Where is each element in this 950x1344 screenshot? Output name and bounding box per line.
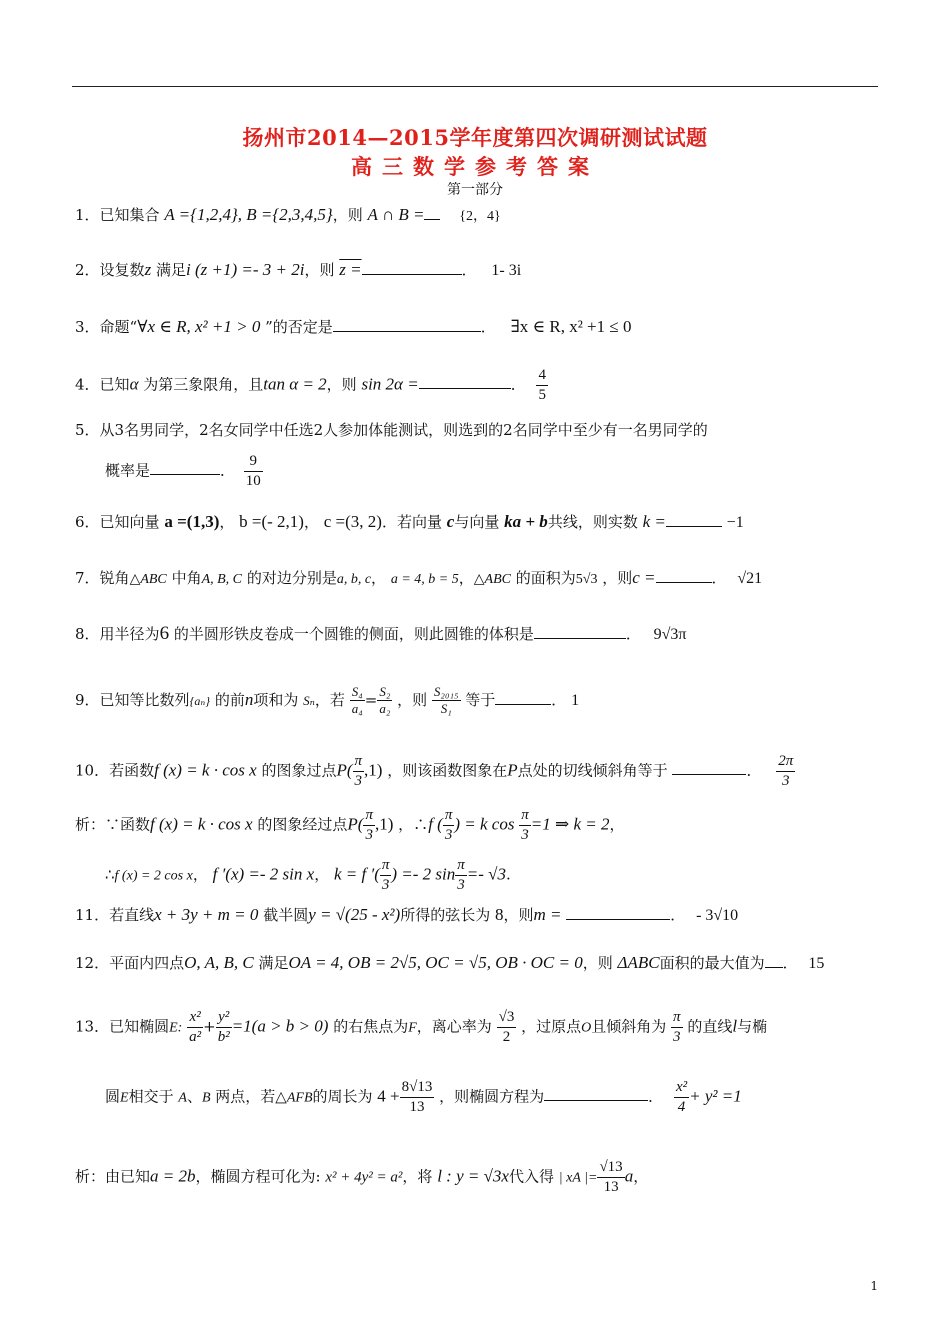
question-5-cont: 概率是 ． $\frac{9}{10}$ xyxy=(105,453,261,489)
answer-7: √21 xyxy=(737,570,763,587)
answer-2: 1- 3i xyxy=(491,262,522,279)
solution-10-cont: ∴f (x) = 2 cos x， f ′(x) =- 2 sin x， k = f ′( $\frac{\pi}{3}$ ) =- 2 sin $\frac{\pi}{3}$ =- √3. xyxy=(105,857,511,893)
question-13-cont: 圆E相交于 A、B 两点，若△AFB的周长为 4 + $\frac{8√13}{13}$ ，则椭圆方程为 ． $\frac{\text{x²}}{4}$ + y² =1 xyxy=(105,1079,742,1115)
answer-1: {2，4} xyxy=(459,209,501,224)
question-4: 4．已知α 为第三象限角，且tan α = 2，则 sin 2α = ． $\frac{4}{5}$ xyxy=(75,367,546,403)
question-2: 2．设复数z 满足i (z +1) =- 3 + 2i，则 z = ． 1- 3i xyxy=(75,260,522,279)
question-11: 11．若直线x + 3y + m = 0 截半圆y = √(25 - x²)所得的弦长为 8，则m = ． - 3√10 xyxy=(75,905,739,924)
answer-5: $\frac{9}{10}$ xyxy=(245,453,261,489)
question-7: 7．锐角△ABC 中角A, B, C 的对边分别是a, b, c， a = 4, b = 5，△ABC 的面积为5√3 ，则c = ． √21 xyxy=(75,568,763,587)
question-12: 12．平面内四点O, A, B, C 满足OA = 4, OB = 2√5, OC = √5, OB · OC = 0，则 ΔABC面积的最大值为 ． 15 xyxy=(75,953,825,972)
page-number: 1 xyxy=(870,1279,878,1293)
page-subtitle: 高三数学参考答案 xyxy=(351,154,599,179)
question-8: 8．用半径为6 的半圆形铁皮卷成一个圆锥的侧面，则此圆锥的体积是 ． 9√3π xyxy=(75,623,687,644)
section-label: 第一部分 xyxy=(447,182,503,198)
answer-10: $\frac{2\pi}{3}$ xyxy=(778,753,794,789)
question-13: 13．已知椭圆E: $\frac{\text{x²}}{\text{a²}}$ + $\frac{\text{y²}}{\text{b²}}$ =1(a > b > 0) 的右焦点为F，离心率为 $\frac{√3}{2}$ ，过原点O且倾斜角为 $\frac{\pi}{3}$ 的直线l与椭 xyxy=(75,1009,768,1045)
question-6: 6．已知向量 a =(1,3)， b =(- 2,1)， c =(3, 2)．若向量 c与向量 ka + b共线，则实数 k = −1 xyxy=(75,512,744,531)
answer-8: 9√3π xyxy=(653,626,687,643)
page-title: 扬州市2014—2015学年度第四次调研测试试题 xyxy=(242,125,708,150)
question-3: 3．命题“∀x ∈ R, x² +1 > 0 ”的否定是 ． ∃x ∈ R, x² +1 ≤ 0 xyxy=(75,317,632,336)
question-9: 9．已知等比数列{aₙ} 的前n项和为 Sₙ，若 $\frac{\text{S₄}}{\text{a₄}}$ = $\frac{\text{S₂}}{\text{a₂}}$ ，则 $\frac{\text{S₂₀₁₅}}{\text{S₁}}$ 等于 ． 1 xyxy=(75,684,580,717)
answer-12: 15 xyxy=(808,955,825,972)
answer-4: $\frac{4}{5}$ xyxy=(538,367,546,403)
answer-6: −1 xyxy=(726,514,744,531)
question-10: 10．若函数f (x) = k · cos x 的图象过点P( $\frac{\pi}{3}$ ,1) ，则该函数图象在P点处的切线倾斜角等于 ． $\frac{2\pi}{3}$ xyxy=(75,753,794,789)
answer-13: $\frac{\text{x²}}{4}$ xyxy=(675,1079,688,1115)
solution-10: 析：∵函数f (x) = k · cos x 的图象经过点P( $\frac{\pi}{3}$ ,1) ，∴f ( $\frac{\pi}{3}$ ) = k cos $\frac{\pi}{3}$ =1 ⇒ k = 2， xyxy=(75,807,625,843)
solution-13: 析：由已知a = 2b，椭圆方程可化为: x² + 4y² = a²，将 l : y = √3x代入得 | xA |= $\frac{√13}{13}$ a， xyxy=(75,1159,649,1195)
top-rule xyxy=(72,86,878,87)
answer-9: 1 xyxy=(571,691,580,709)
answer-3: ∃x ∈ R, x² +1 ≤ 0 xyxy=(510,317,632,336)
question-5: 5．从3名男同学，2名女同学中任选2人参加体能测试，则选到的2名同学中至少有一名男同学的 xyxy=(75,421,708,439)
question-1: 1．已知集合 A ={1,2,4}, B ={2,3,4,5}，则 A ∩ B = {2，4} xyxy=(75,205,501,224)
answer-11: - 3√10 xyxy=(696,907,739,924)
